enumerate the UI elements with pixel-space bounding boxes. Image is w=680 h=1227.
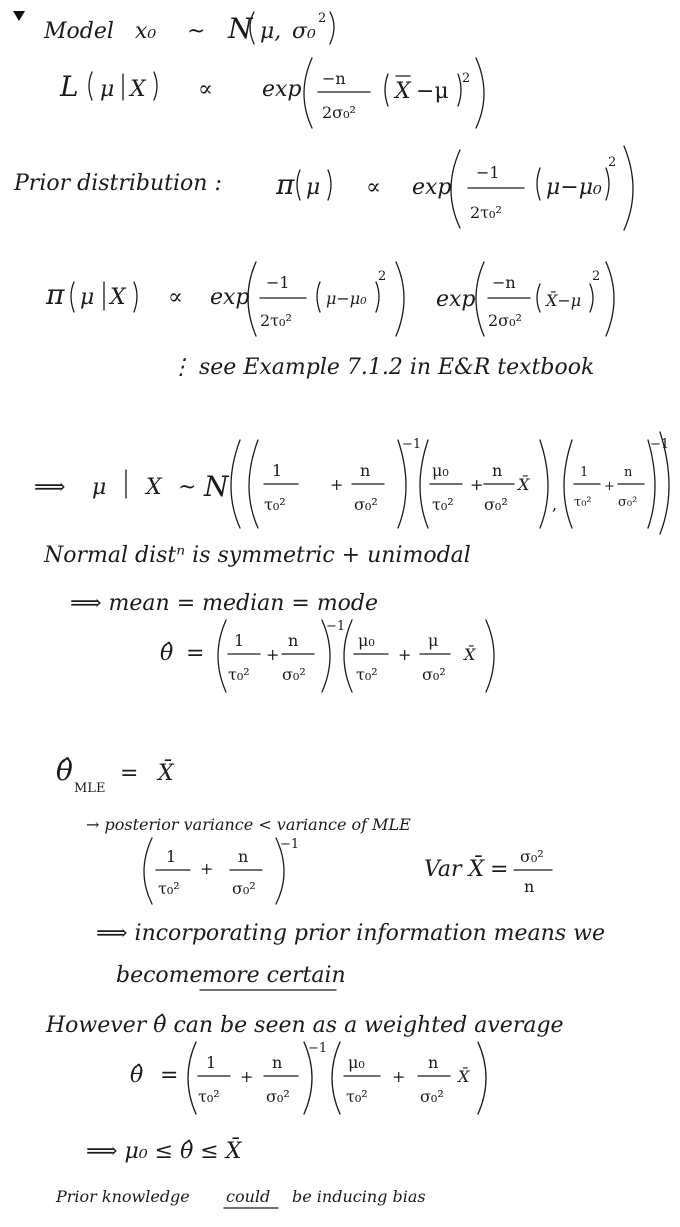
- svg-text:n: n: [492, 461, 503, 480]
- posterior-variance-expr: [144, 837, 299, 904]
- svg-text:X: X: [110, 285, 126, 310]
- prior-label: Prior distribution :: [14, 171, 222, 196]
- svg-text:σ₀²: σ₀²: [420, 1087, 444, 1106]
- svg-text:μ₀: μ₀: [432, 461, 449, 480]
- svg-text:1: 1: [166, 847, 177, 866]
- svg-text:−1: −1: [476, 163, 500, 182]
- svg-text:θ̂: θ̂: [130, 1063, 144, 1088]
- theta-hat-line-2: [130, 1041, 486, 1114]
- svg-text:Var X̄: Var X̄: [424, 857, 485, 882]
- svg-text:−n: −n: [492, 273, 516, 292]
- svg-text:τ₀²: τ₀²: [574, 495, 592, 510]
- svg-text:1: 1: [206, 1053, 217, 1072]
- svg-text:+: +: [266, 645, 280, 664]
- svg-text:τ₀²: τ₀²: [346, 1087, 368, 1106]
- svg-text:τ₀²: τ₀²: [356, 665, 378, 684]
- svg-text:σ₀²: σ₀²: [282, 665, 306, 684]
- posterior-line: [45, 262, 614, 336]
- svg-text:π: π: [46, 278, 65, 311]
- svg-text:⟹: ⟹: [34, 475, 66, 500]
- svg-text:2: 2: [608, 155, 617, 170]
- svg-text:+: +: [604, 479, 615, 494]
- svg-text:+: +: [240, 1067, 254, 1086]
- svg-text:n: n: [272, 1053, 283, 1072]
- svg-text:μ₀: μ₀: [358, 631, 375, 650]
- prior-knowledge-line: [55, 1187, 426, 1208]
- svg-text:σ₀²: σ₀²: [266, 1087, 290, 1106]
- svg-text:+: +: [392, 1067, 406, 1086]
- svg-text:x₀: x₀: [135, 19, 157, 44]
- svg-text:,: ,: [552, 495, 558, 514]
- svg-text:μ₀: μ₀: [348, 1053, 365, 1072]
- become-more-certain-line: [116, 963, 346, 990]
- svg-text:σ₀²: σ₀²: [618, 495, 638, 510]
- mle-line: [56, 754, 175, 796]
- however-line: [45, 1013, 564, 1038]
- svg-text:X̄: X̄: [464, 645, 476, 664]
- svg-text:−1: −1: [650, 437, 670, 452]
- svg-text:N: N: [204, 470, 229, 503]
- svg-text:n: n: [428, 1053, 439, 1072]
- svg-text:1: 1: [272, 461, 283, 480]
- svg-text:N: N: [228, 12, 253, 45]
- symmetric-line: [43, 543, 471, 568]
- svg-text:μ,: μ,: [260, 19, 282, 44]
- svg-text:exp: exp: [262, 77, 302, 102]
- see-example-line: [170, 355, 594, 380]
- svg-text:θ̂: θ̂: [160, 641, 174, 666]
- svg-text:μ: μ: [306, 175, 321, 200]
- svg-text:−1: −1: [266, 273, 290, 292]
- svg-text:−μ: −μ: [416, 79, 449, 104]
- svg-text:τ₀²: τ₀²: [264, 495, 286, 514]
- svg-text:μ: μ: [428, 631, 439, 650]
- svg-text:1: 1: [580, 465, 589, 480]
- svg-text:−1: −1: [326, 619, 346, 634]
- var-xbar-expr: [424, 847, 552, 896]
- svg-text:exp: exp: [210, 285, 250, 310]
- svg-text:θ̂: θ̂: [56, 754, 73, 787]
- likelihood-line: [59, 58, 484, 128]
- more-certain-text: more certain: [202, 963, 346, 988]
- svg-text:2: 2: [378, 269, 387, 284]
- svg-text:+: +: [330, 475, 344, 494]
- svg-text:+: +: [470, 475, 484, 494]
- svg-text:exp: exp: [412, 175, 452, 200]
- variance-comparison-line: [86, 815, 411, 834]
- model-line1: [43, 11, 334, 45]
- svg-text:X̄: X̄: [518, 475, 530, 494]
- svg-text:∝: ∝: [168, 285, 183, 310]
- svg-text:L: L: [60, 70, 79, 103]
- become-text: become: [116, 963, 203, 988]
- svg-text:1: 1: [234, 631, 245, 650]
- svg-text:σ₀: σ₀: [292, 19, 316, 44]
- posterior-variance-text: → posterior variance < variance of MLE: [86, 815, 411, 834]
- svg-text:X̄: X̄: [158, 761, 174, 786]
- svg-text:μ: μ: [92, 475, 107, 500]
- svg-text:σ₀²: σ₀²: [232, 879, 256, 898]
- svg-text:2σ₀²: 2σ₀²: [488, 311, 522, 330]
- svg-text:μ−μ₀: μ−μ₀: [546, 175, 602, 200]
- svg-text:X̄: X̄: [458, 1067, 470, 1086]
- svg-text:∝: ∝: [198, 77, 213, 102]
- svg-text:=: =: [160, 1063, 179, 1088]
- incorporating-line: [96, 921, 605, 946]
- see-example-text: ⋮ see Example 7.1.2 in E&R textbook: [170, 355, 595, 380]
- svg-text:−n: −n: [322, 69, 346, 88]
- svg-text:τ₀²: τ₀²: [432, 495, 454, 514]
- svg-text:n: n: [288, 631, 299, 650]
- svg-text:~: ~: [187, 19, 206, 44]
- svg-text:~: ~: [178, 475, 197, 500]
- svg-text:π: π: [276, 168, 295, 201]
- svg-text:τ₀²: τ₀²: [158, 879, 180, 898]
- svg-text:μ−μ₀: μ−μ₀: [326, 289, 367, 308]
- svg-text:2τ₀²: 2τ₀²: [470, 203, 502, 222]
- incorporating-text: ⟹ incorporating prior information means we: [96, 921, 605, 946]
- svg-text:2: 2: [462, 71, 471, 86]
- svg-text:2: 2: [318, 11, 327, 26]
- svg-text:μ: μ: [80, 285, 95, 310]
- prior-knowledge-text: Prior knowledge: [56, 1187, 190, 1206]
- model-label: Model: [44, 19, 114, 44]
- svg-text:∝: ∝: [366, 175, 381, 200]
- however-text: However θ̂ can be seen as a weighted average: [46, 1013, 564, 1038]
- svg-text:X: X: [130, 77, 146, 102]
- svg-text:−1: −1: [402, 437, 422, 452]
- svg-text:X: X: [146, 475, 162, 500]
- theta-hat-line-1: [160, 619, 494, 692]
- mean-median-mode-text: ⟹ mean = median = mode: [70, 591, 379, 616]
- svg-text:−1: −1: [308, 1041, 328, 1056]
- svg-text:X: X: [395, 79, 411, 104]
- posterior-normal-line: [34, 432, 669, 534]
- svg-text:2σ₀²: 2σ₀²: [322, 103, 356, 122]
- svg-text:τ₀²: τ₀²: [228, 665, 250, 684]
- svg-text:n: n: [524, 877, 535, 896]
- svg-text:MLE: MLE: [74, 781, 106, 796]
- svg-text:τ₀²: τ₀²: [198, 1087, 220, 1106]
- normal-dist-text: Normal distⁿ is symmetric + unimodal: [44, 543, 471, 568]
- svg-text:σ₀²: σ₀²: [422, 665, 446, 684]
- svg-text:n: n: [238, 847, 249, 866]
- bounds-line: [86, 1137, 243, 1164]
- svg-text:+: +: [398, 645, 412, 664]
- bounds-text: ⟹ μ₀ ≤ θ̂ ≤ X̄: [86, 1139, 242, 1164]
- svg-text:μ: μ: [100, 77, 115, 102]
- svg-text:σ₀²: σ₀²: [484, 495, 508, 514]
- svg-text:exp: exp: [436, 287, 476, 312]
- mean-median-mode-line: [70, 591, 378, 616]
- svg-text:2τ₀²: 2τ₀²: [260, 311, 292, 330]
- prior-line: [13, 146, 633, 230]
- svg-text:=: =: [186, 641, 205, 666]
- svg-text:σ₀²: σ₀²: [354, 495, 378, 514]
- svg-text:−1: −1: [280, 837, 300, 852]
- svg-text:n: n: [624, 465, 633, 480]
- svg-text:=: =: [120, 761, 139, 786]
- svg-text:σ₀²: σ₀²: [520, 847, 544, 866]
- inducing-bias-text: be inducing bias: [292, 1187, 426, 1206]
- svg-text:n: n: [360, 461, 371, 480]
- svg-text:2: 2: [592, 269, 601, 284]
- svg-text:=: =: [490, 857, 509, 882]
- could-text: could: [226, 1187, 271, 1206]
- svg-text:X̄−μ: X̄−μ: [546, 291, 582, 310]
- svg-text:+: +: [200, 859, 214, 878]
